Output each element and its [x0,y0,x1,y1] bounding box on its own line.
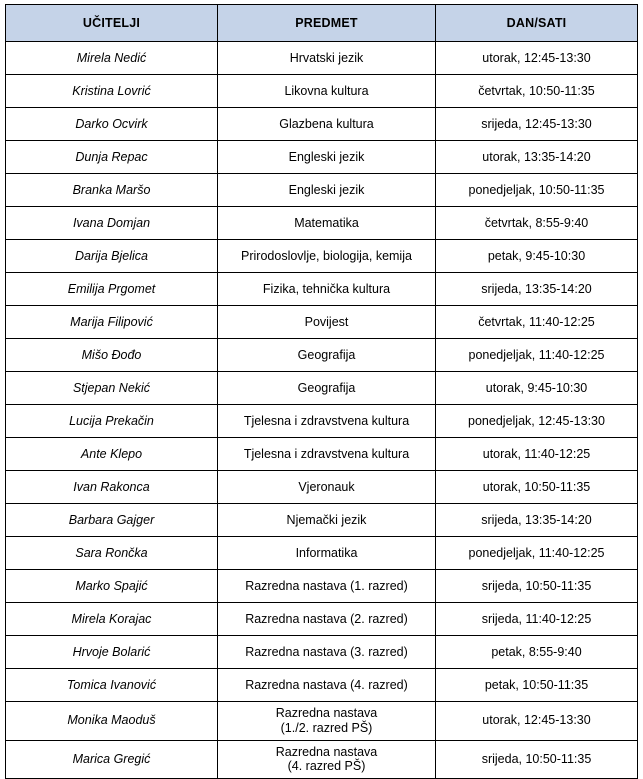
cell-day-time: petak, 8:55-9:40 [436,636,638,669]
cell-day-time: srijeda, 13:35-14:20 [436,273,638,306]
cell-day-time: srijeda, 10:50-11:35 [436,570,638,603]
cell-day-time: ponedjeljak, 11:40-12:25 [436,537,638,570]
cell-teacher: Stjepan Nekić [6,372,218,405]
cell-teacher: Ivan Rakonca [6,471,218,504]
table-row [6,207,638,240]
cell-day-time: četvrtak, 10:50-11:35 [436,75,638,108]
table-row [6,471,638,504]
cell-subject: Geografija [218,372,436,405]
cell-subject: Fizika, tehnička kultura [218,273,436,306]
cell-teacher: Emilija Prgomet [6,273,218,306]
cell-day-time: utorak, 12:45-13:30 [436,42,638,75]
cell-subject: Razredna nastava (4. razred) [218,669,436,702]
cell-teacher: Marija Filipović [6,306,218,339]
cell-teacher: Tomica Ivanović [6,669,218,702]
cell-subject: Geografija [218,339,436,372]
table-row [6,636,638,669]
cell-day-time: utorak, 11:40-12:25 [436,438,638,471]
column-header-day-time: DAN/SATI [436,5,638,42]
table-row [6,306,638,339]
cell-subject: Vjeronauk [218,471,436,504]
cell-subject: Povijest [218,306,436,339]
cell-teacher: Dunja Repac [6,141,218,174]
cell-teacher: Darija Bjelica [6,240,218,273]
cell-subject: Engleski jezik [218,141,436,174]
table-row [6,504,638,537]
cell-day-time: ponedjeljak, 11:40-12:25 [436,339,638,372]
cell-teacher: Lucija Prekačin [6,405,218,438]
table-row [6,240,638,273]
cell-teacher: Barbara Gajger [6,504,218,537]
cell-day-time: četvrtak, 8:55-9:40 [436,207,638,240]
cell-subject: Tjelesna i zdravstvena kultura [218,405,436,438]
table-row [6,339,638,372]
cell-subject: Matematika [218,207,436,240]
cell-day-time: srijeda, 10:50-11:35 [436,740,638,779]
cell-subject: Tjelesna i zdravstvena kultura [218,438,436,471]
cell-teacher: Hrvoje Bolarić [6,636,218,669]
cell-teacher: Kristina Lovrić [6,75,218,108]
cell-subject: Razredna nastava (3. razred) [218,636,436,669]
cell-subject: Informatika [218,537,436,570]
teacher-schedule-table [5,4,638,779]
table-row [6,372,638,405]
cell-day-time: ponedjeljak, 12:45-13:30 [436,405,638,438]
cell-day-time: srijeda, 11:40-12:25 [436,603,638,636]
column-header-subject: PREDMET [218,5,436,42]
table-row [6,570,638,603]
cell-subject: Razredna nastava (2. razred) [218,603,436,636]
cell-teacher: Ivana Domjan [6,207,218,240]
cell-day-time: srijeda, 12:45-13:30 [436,108,638,141]
cell-subject: Hrvatski jezik [218,42,436,75]
cell-teacher: Darko Ocvirk [6,108,218,141]
cell-day-time: petak, 10:50-11:35 [436,669,638,702]
cell-subject: Razredna nastava (1. razred) [218,570,436,603]
table-body [6,42,638,779]
table-row [6,438,638,471]
cell-day-time: srijeda, 13:35-14:20 [436,504,638,537]
table-row [6,740,638,779]
cell-day-time: utorak, 9:45-10:30 [436,372,638,405]
table-row [6,669,638,702]
table-header-row [6,5,638,42]
table-row [6,141,638,174]
table-row [6,273,638,306]
table-row [6,108,638,141]
table-header [6,5,638,42]
cell-subject: Engleski jezik [218,174,436,207]
table-row [6,537,638,570]
cell-subject: Likovna kultura [218,75,436,108]
cell-subject: Prirodoslovlje, biologija, kemija [218,240,436,273]
table-row [6,702,638,741]
cell-day-time: utorak, 12:45-13:30 [436,702,638,741]
cell-teacher: Mirela Nedić [6,42,218,75]
column-header-teachers: UČITELJI [6,5,218,42]
table-row [6,405,638,438]
cell-day-time: ponedjeljak, 10:50-11:35 [436,174,638,207]
cell-teacher: Mirela Korajac [6,603,218,636]
cell-subject: Glazbena kultura [218,108,436,141]
cell-day-time: petak, 9:45-10:30 [436,240,638,273]
cell-teacher: Ante Klepo [6,438,218,471]
cell-day-time: četvrtak, 11:40-12:25 [436,306,638,339]
table-row [6,75,638,108]
cell-teacher: Marica Gregić [6,740,218,779]
table-row [6,174,638,207]
cell-teacher: Monika Maoduš [6,702,218,741]
cell-subject: Njemački jezik [218,504,436,537]
cell-subject: Razredna nastava (1./2. razred PŠ) [218,702,436,741]
cell-day-time: utorak, 10:50-11:35 [436,471,638,504]
cell-teacher: Sara Rončka [6,537,218,570]
cell-teacher: Marko Spajić [6,570,218,603]
table-row [6,42,638,75]
cell-teacher: Mišo Đođo [6,339,218,372]
cell-day-time: utorak, 13:35-14:20 [436,141,638,174]
table-row [6,603,638,636]
cell-subject: Razredna nastava (4. razred PŠ) [218,740,436,779]
cell-teacher: Branka Maršo [6,174,218,207]
